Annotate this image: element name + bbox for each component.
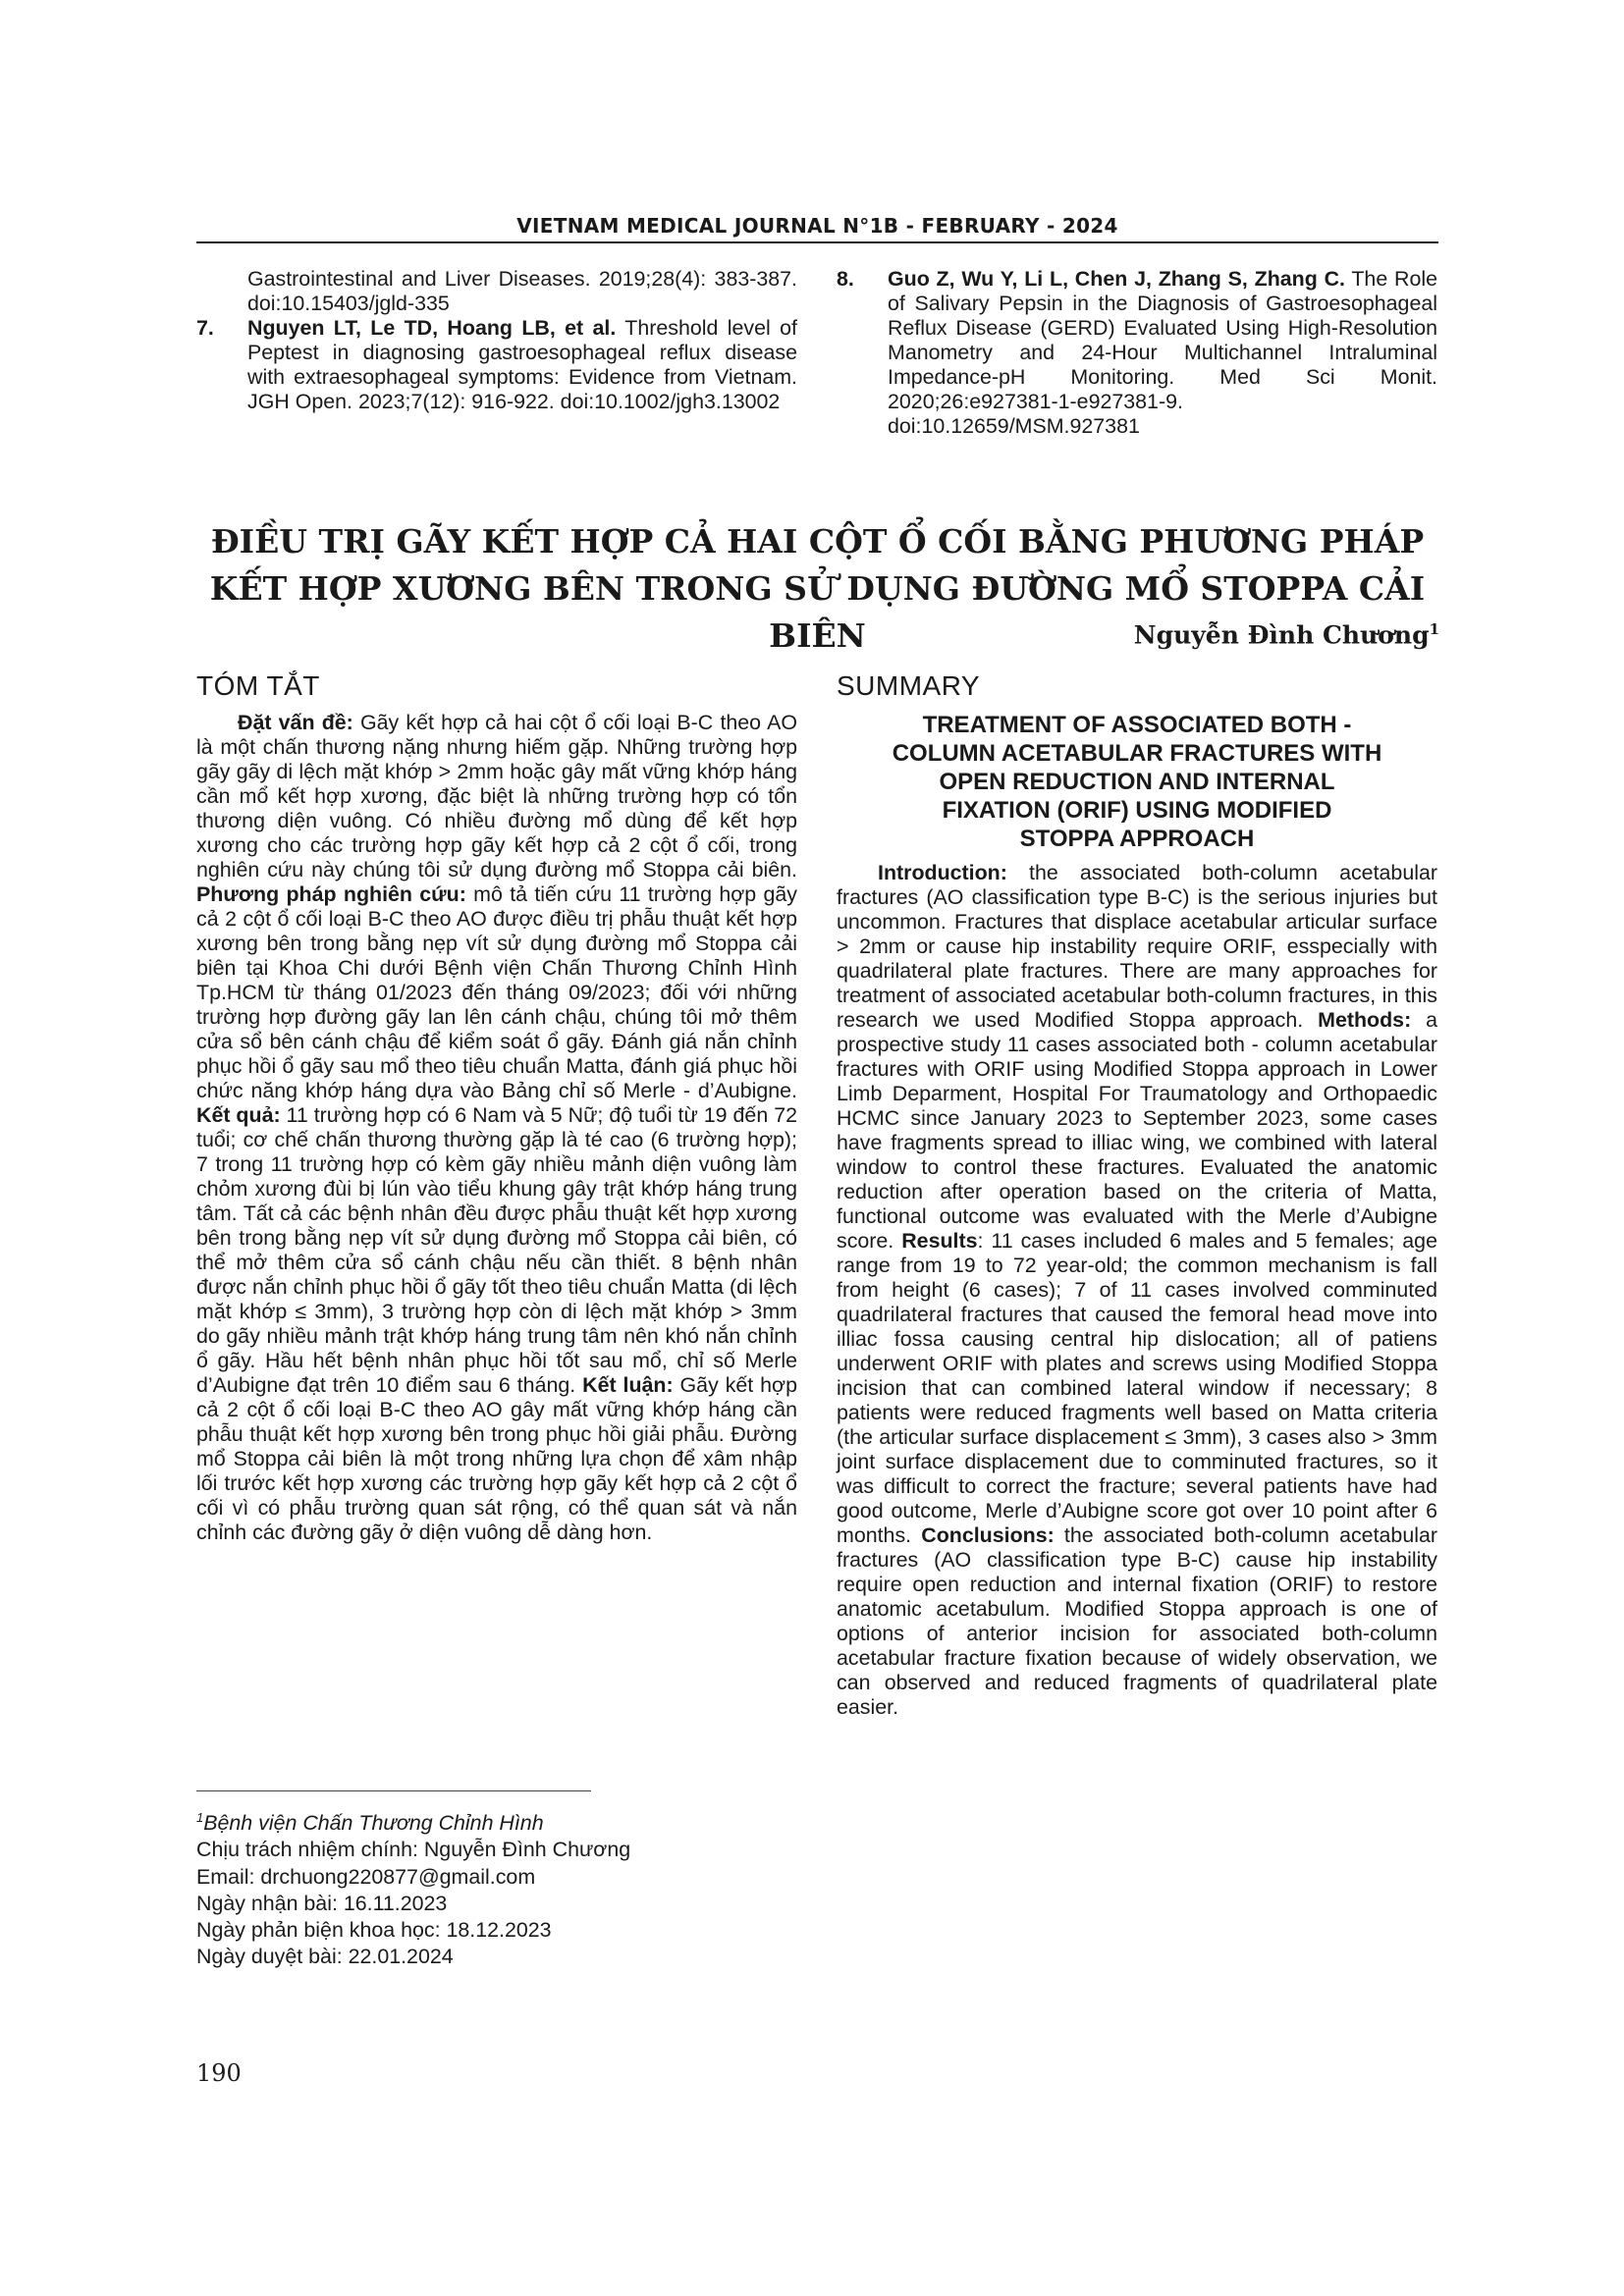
article-title-line-2: KẾT HỢP XƯƠNG BÊN TRONG SỬ DỤNG ĐƯỜNG MỔ STOPPA CẢI BIÊN xyxy=(209,569,1426,655)
reference-7 xyxy=(196,316,797,414)
text-background: Gãy kết hợp cả hai cột ổ cối loại B-C theo AO là một chấn thương nặng nhưng hiếm gặp. Những trường hợp gãy gãy di lệch mặt khớp > 2mm hoặc gây mất vững khớp háng cần mổ kết hợp xương, đặc biệt là những trường hợp có tổn thương diện vuông. Có nhiều đường mổ dùng để kết hợp xương cho các trường hợp gãy kết hợp cả 2 cột ổ cối, trong nghiên cứu này chúng tôi sử dụng đường mổ Stoppa cải biên. xyxy=(196,711,797,881)
english-title xyxy=(837,711,1437,853)
english-title-line-4: FIXATION (ORIF) USING MODIFIED xyxy=(942,797,1332,824)
reference-authors: Nguyen LT, Le TD, Hoang LB, et al. xyxy=(247,316,617,340)
label-results: Kết quả: xyxy=(196,1103,281,1127)
footnote-email: Email: drchuong220877@gmail.com xyxy=(196,1864,536,1889)
footnote-responsible: Chịu trách nhiệm chính: Nguyễn Đình Chương xyxy=(196,1838,631,1862)
footnote-reviewed: Ngày phản biện khoa học: 18.12.2023 xyxy=(196,1917,552,1942)
reference-authors: Guo Z, Wu Y, Li L, Chen J, Zhang S, Zhang C. xyxy=(888,267,1345,291)
affiliation-text: Bệnh viện Chấn Thương Chỉnh Hình xyxy=(203,1811,544,1836)
affiliation-mark: 1 xyxy=(196,1810,204,1825)
english-title-line-5: STOPPA APPROACH xyxy=(1019,826,1255,852)
reference-text: Threshold level of Peptest in diagnosing gastroesophageal reflux disease with extraesophageal symptoms: Evidence from Vietnam. JGH Open. 2023;7(12): 916-922. doi:10.1002/jgh3.13002 xyxy=(247,316,797,413)
english-title-line-3: OPEN REDUCTION AND INTERNAL xyxy=(939,769,1335,795)
english-title-line-1: TREATMENT OF ASSOCIATED BOTH - xyxy=(922,712,1352,738)
references-right xyxy=(837,267,1437,439)
footnote-accepted: Ngày duyệt bài: 22.01.2024 xyxy=(196,1945,454,1969)
label-conclusion: Kết luận: xyxy=(582,1373,674,1397)
article-title-line-1: ĐIỀU TRỊ GÃY KẾT HỢP CẢ HAI CỘT Ổ CỐI BẰNG PHƯƠNG PHÁP xyxy=(210,522,1425,561)
reference-text: The Role of Salivary Pepsin in the Diagnosis of Gastroesophageal Reflux Disease (GERD) Evaluated Using High-Resolution Manometry and 24-Hour Multichannel Intraluminal Impedance-pH Monitoring. Med Sci Monit. 2020;26:e927381-1-e927381-9. doi:10.12659/MSM.927381 xyxy=(888,267,1437,438)
abstract-en-body xyxy=(837,861,1437,1720)
text-results: : 11 cases included 6 males and 5 females; age range from 19 to 72 year-old; the common mechanism is fall from height (6 cases); 7 of 11 cases involved comminuted quadrilateral fractures that caused the femoral head move into illiac fossa causing central hip dislocation; all of patiens underwent ORIF with plates and screws using Modified Stoppa incision that can combined lateral window if necessary; 8 patients were reduced fragments well based on Matta criteria (the articular surface displacement ≤ 3mm), 3 cases also > 3mm joint surface displacement due to comminuted fractures, so it was difficult to correct the fracture; several patients have had good outcome, Merle d’Aubigne score got over 10 point after 6 months. xyxy=(837,1229,1437,1547)
label-methods: Methods: xyxy=(1318,1008,1412,1032)
footnote-received: Ngày nhận bài: 16.11.2023 xyxy=(196,1891,448,1915)
footnotes xyxy=(196,1804,797,1970)
label-methods: Phương pháp nghiên cứu: xyxy=(196,882,466,906)
author-name: Nguyễn Đình Chương xyxy=(1133,620,1430,650)
article-author xyxy=(884,620,1439,649)
text-methods: a prospective study 11 cases associated both - column acetabular fractures with ORIF using Modified Stoppa approach in Lower Limb Deparment, Hospital For Traumatology and Orthopaedic HCMC since January 2023 to September 2023, some cases have fragments spread to illiac wing, we combined with lateral window to control these fractures. Evaluated the anatomic reduction after operation based on the criteria of Matta, functional outcome was evaluated with the Merle d’Aubigne score. xyxy=(837,1008,1437,1253)
abstract-english xyxy=(837,671,1437,1720)
reference-8 xyxy=(837,267,1437,439)
abstract-vietnamese xyxy=(196,671,797,1545)
text-conclusions: the associated both-column acetabular fractures (AO classification type B-C) cause hip instability require open reduction and internal fixation (ORIF) to restore anatomic acetabulum. Modified Stoppa approach is one of options of anterior incision for associated both-column acetabular fracture fixation because of widely observation, we can observed and reduced fragments of quadrilateral plate easier. xyxy=(837,1523,1437,1719)
footnote-affiliation xyxy=(196,1804,797,1837)
label-conclusions: Conclusions: xyxy=(921,1523,1055,1547)
journal-running-header: VIETNAM MEDICAL JOURNAL N°1B - FEBRUARY - 2024 xyxy=(516,214,1118,238)
english-title-line-2: COLUMN ACETABULAR FRACTURES WITH xyxy=(892,740,1382,767)
author-affiliation-mark: 1 xyxy=(1429,620,1439,638)
header-rule xyxy=(196,241,1438,243)
text-introduction: the associated both-column acetabular fractures (AO classification type B-C) is the serious injuries but uncommon. Fractures that displace acetabular articular surface > 2mm or cause hip instability require ORIF, esspecially with quadrilateral plate fractures. There are many approaches for treatment of associated acetabular both-column fractures, in this research we used Modified Stoppa approach. xyxy=(837,861,1437,1032)
text-results: 11 trường hợp có 6 Nam và 5 Nữ; độ tuổi từ 19 đến 72 tuổi; cơ chế chấn thương thường gặp là té cao (6 trường hợp); 7 trong 11 trường hợp có kèm gãy nhiều mảnh diện vuông làm chỏm xương đùi bị lún vào tiểu khung gây trật khớp háng trung tâm. Tất cả các bệnh nhân đều được phẫu thuật kết hợp xương bên trong bằng nẹp vít sử dụng đường mổ Stoppa cải biên, có thể mở thêm cửa sổ cánh chậu nếu cần thiết. 8 bệnh nhân được nắn chỉnh phục hồi ổ gãy tốt theo tiêu chuẩn Matta (di lệch mặt khớp ≤ 3mm), 3 trường hợp còn di lệch mặt khớp > 3mm do gãy nhiều mảnh trật khớp háng trung tâm nên khó nắn chỉnh ổ gãy. Hầu hết bệnh nhân phục hồi tốt sau mổ, chỉ số Merle d’Aubigne đạt trên 10 điểm sau 6 tháng. xyxy=(196,1103,797,1397)
page-number: 190 xyxy=(196,2059,242,2087)
section-heading-tom-tat: TÓM TẮT xyxy=(196,670,320,701)
abstract-vi-body xyxy=(196,711,797,1545)
label-introduction: Introduction: xyxy=(878,861,1007,884)
label-results: Results xyxy=(901,1229,978,1253)
reference-number: 8. xyxy=(837,267,854,291)
reference-number: 7. xyxy=(196,316,214,340)
reference-6-continuation xyxy=(196,267,797,316)
text-methods: mô tả tiến cứu 11 trường hợp gãy cả 2 cột ổ cối loại B-C theo AO được điều trị phẫu thuật kết hợp xương bên trong bằng nẹp vít sử dụng đường mổ Stoppa cải biên tại Khoa Chi dưới Bệnh viện Chấn Thương Chỉnh Hình Tp.HCM từ tháng 01/2023 đến tháng 09/2023; đối với những trường hợp đường gãy lan lên cánh chậu, chúng tôi mở thêm cửa sổ bên cánh chậu để kiểm soát ổ gãy. Đánh giá nắn chỉnh phục hồi ổ gãy sau mổ theo tiêu chuẩn Matta, đánh giá phục hồi chức năng khớp háng dựa vào Bảng chỉ số Merle - d’Aubigne. xyxy=(196,882,797,1102)
references-left xyxy=(196,267,797,414)
footnote-rule xyxy=(196,1790,591,1791)
reference-text: Gastrointestinal and Liver Diseases. 2019;28(4): 383-387. doi:10.15403/jgld-335 xyxy=(247,267,797,315)
label-background: Đặt vấn đề: xyxy=(238,711,353,734)
text-conclusion: Gãy kết hợp cả 2 cột ổ cối loại B-C theo AO gây mất vững khớp háng cần phẫu thuật kết hợp xương bên trong phục hồi giải phẫu. Đường mổ Stoppa cải biên là một trong những lựa chọn để xâm nhập lối trước kết hợp xương các trường hợp gãy kết hợp cả 2 cột ổ cối vì có phẫu trường quan sát rộng, có thể quan sát và nắn chỉnh các đường gãy ở diện vuông dễ dàng hơn. xyxy=(196,1373,797,1544)
section-heading-summary: SUMMARY xyxy=(837,670,981,701)
